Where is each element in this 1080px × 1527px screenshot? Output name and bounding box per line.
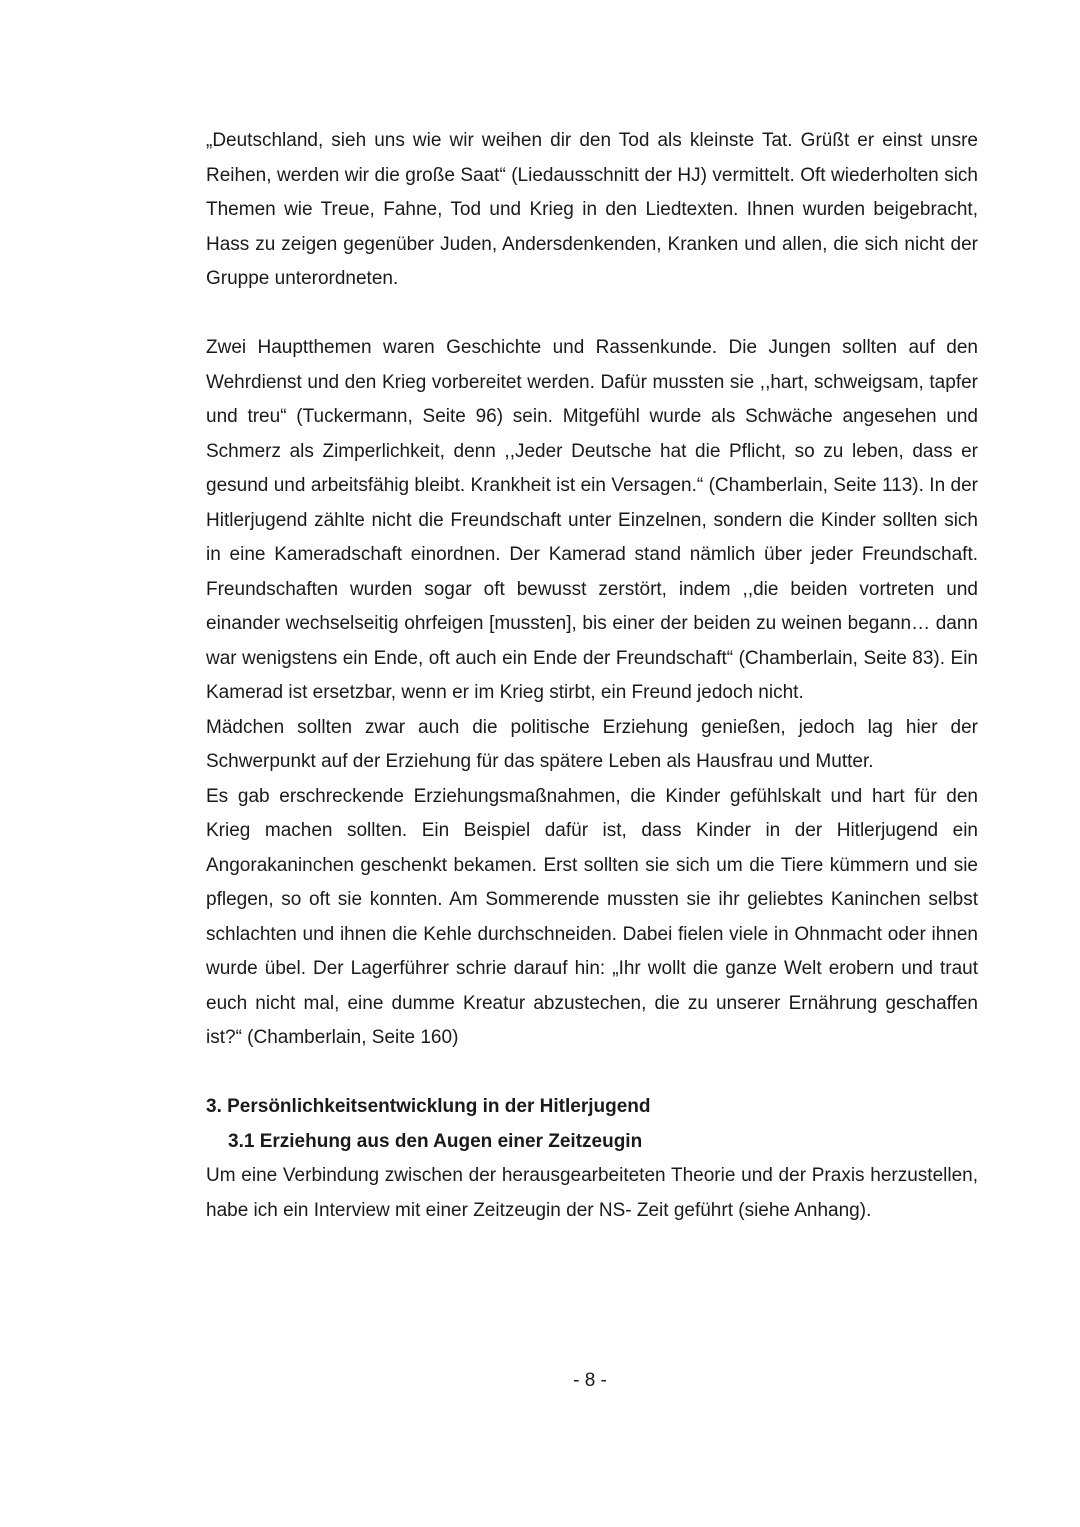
paragraph-girls-education: Mädchen sollten zwar auch die politische Erziehung genießen, jedoch lag hier der Schwerpunkt auf der Erziehung für das spätere Leben als Hausfrau und Mutter. xyxy=(206,716,978,772)
paragraph-education-measures: Es gab erschreckende Erziehungsmaßnahmen, die Kinder gefühlskalt und hart für den Krieg machen sollten. Ein Beispiel dafür ist, dass Kinder in der Hitlerjugend ein Angorakaninchen geschenkt bekamen. Erst sollten sie sich um die Tiere kümmern und sie pflegen, so oft sie konnten. Am Sommerende mussten sie ihr geliebtes Kaninchen selbst schlachten und ihnen die Kehle durchschneiden. Dabei fielen viele in Ohnmacht oder ihnen wurde übel. Der Lagerführer schrie darauf hin: „Ihr wollt die ganze Welt erobern und traut euch nicht mal, eine dumme Kreatur abzustechen, die zu unserer Ernährung geschaffen ist?“ (Chamberlain, Seite 160) xyxy=(206,785,978,1048)
paragraph-song-quote: „Deutschland, sieh uns wie wir weihen dir den Tod als kleinste Tat. Grüßt er einst unsre Reihen, werden wir die große Saat“ (Liedausschnitt der HJ) vermittelt. Oft wiederholten sich Themen wie Treue, Fahne, Tod und Krieg in den Liedtexten. Ihnen wurden beigebracht, Hass zu zeigen gegenüber Juden, Andersdenkenden, Kranken und allen, die sich nicht der Gruppe unterordneten. xyxy=(206,130,978,289)
section-heading: 3. Persönlichkeitsentwicklung in der Hitlerjugend xyxy=(206,1096,651,1117)
paragraph-interview: Um eine Verbindung zwischen der herausgearbeiteten Theorie und der Praxis herzustellen, habe ich ein Interview mit einer Zeitzeugin der NS- Zeit geführt (siehe Anhang). xyxy=(206,1165,978,1221)
page-number: - 8 - xyxy=(573,1370,607,1391)
page-body xyxy=(206,124,978,1228)
paragraph-main-topics: Zwei Hauptthemen waren Geschichte und Rassenkunde. Die Jungen sollten auf den Wehrdienst und den Krieg vorbereitet werden. Dafür mussten sie ,,hart, schweigsam, tapfer und treu“ (Tuckermann, Seite 96) sein. Mitgefühl wurde als Schwäche angesehen und Schmerz als Zimperlichkeit, denn ,,Jeder Deutsche hat die Pflicht, so zu leben, dass er gesund und arbeitsfähig bleibt. Krankheit ist ein Versagen.“ (Chamberlain, Seite 113). In der Hitlerjugend zählte nicht die Freundschaft unter Einzelnen, sondern die Kinder sollten sich in eine Kameradschaft einordnen. Der Kamerad stand nämlich über jeder Freundschaft. Freundschaften wurden sogar oft bewusst zerstört, indem ,,die beiden vortreten und einander wechselseitig ohrfeigen [mussten], bis einer der beiden zu weinen begann… dann war wenigstens ein Ende, oft auch ein Ende der Freundschaft“ (Chamberlain, Seite 83). Ein Kamerad ist ersetzbar, wenn er im Krieg stirbt, ein Freund jedoch nicht. xyxy=(206,337,978,703)
subsection-heading: 3.1 Erziehung aus den Augen einer Zeitzeugin xyxy=(228,1130,643,1152)
